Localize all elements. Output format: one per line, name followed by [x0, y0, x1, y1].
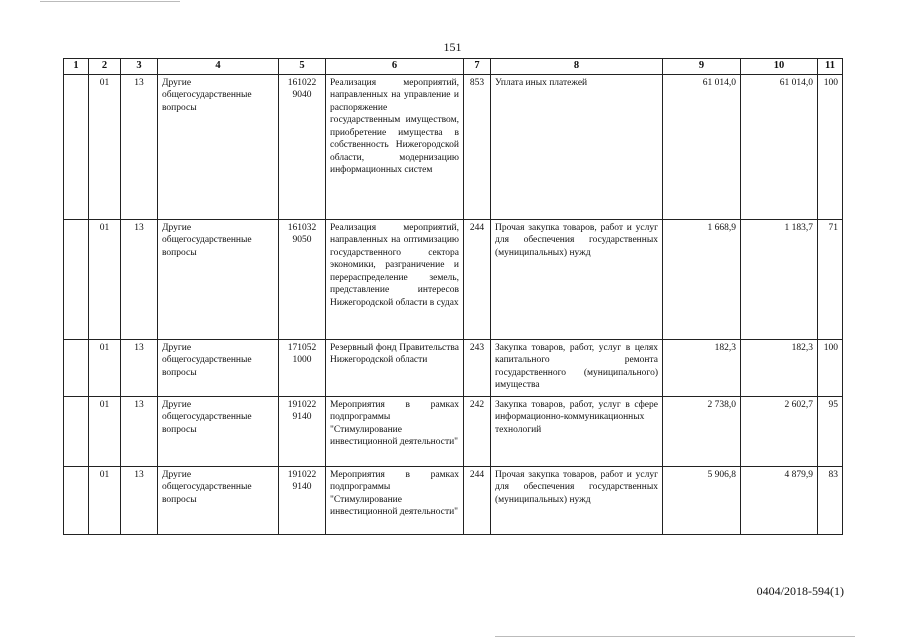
table-row — [64, 396, 843, 466]
cell-target-article: 171052 1000 — [279, 339, 326, 396]
cell-target-article: 161022 9040 — [279, 74, 326, 219]
column-header: 1 — [64, 59, 89, 75]
scan-artifact — [40, 1, 180, 2]
cell-section: 01 — [89, 74, 121, 219]
cell-planned: 2 738,0 — [663, 396, 741, 466]
cell-target-article: 191022 9140 — [279, 466, 326, 534]
cell-executed: 61 014,0 — [741, 74, 818, 219]
cell-subsection: 13 — [121, 74, 158, 219]
cell-executed: 1 183,7 — [741, 219, 818, 339]
cell-expense-type-name: Прочая закупка товаров, работ и услуг для обеспечения государственных (муниципальных) нужд — [491, 466, 663, 534]
cell-section-name: Другие общегосударственные вопросы — [158, 396, 279, 466]
cell-col1 — [64, 466, 89, 534]
column-header: 6 — [326, 59, 464, 75]
cell-expense-type: 853 — [464, 74, 491, 219]
table-row — [64, 339, 843, 396]
cell-col1 — [64, 396, 89, 466]
scan-artifact — [495, 636, 855, 637]
cell-section: 01 — [89, 219, 121, 339]
cell-expense-type-name: Уплата иных платежей — [491, 74, 663, 219]
budget-table — [63, 58, 843, 535]
cell-percent: 100 — [818, 74, 843, 219]
cell-section-name: Другие общегосударственные вопросы — [158, 74, 279, 219]
cell-subsection: 13 — [121, 466, 158, 534]
cell-expense-type: 244 — [464, 219, 491, 339]
cell-percent: 71 — [818, 219, 843, 339]
cell-article-name: Реализация мероприятий, направленных на оптимизацию государственного сектора экономики, разграничение и перераспределение земель, представление интересов Нижегородской области в судах — [326, 219, 464, 339]
cell-expense-type-name: Закупка товаров, работ, услуг в сфере информационно-коммуникационных технологий — [491, 396, 663, 466]
document-code: 0404/2018-594(1) — [756, 584, 844, 598]
column-header: 8 — [491, 59, 663, 75]
cell-subsection: 13 — [121, 396, 158, 466]
cell-section: 01 — [89, 466, 121, 534]
cell-planned: 61 014,0 — [663, 74, 741, 219]
cell-executed: 4 879,9 — [741, 466, 818, 534]
header-row — [64, 59, 843, 75]
column-header: 9 — [663, 59, 741, 75]
cell-expense-type-name: Закупка товаров, работ, услуг в целях капитального ремонта государственного (муниципального) имущества — [491, 339, 663, 396]
cell-executed: 2 602,7 — [741, 396, 818, 466]
cell-subsection: 13 — [121, 339, 158, 396]
cell-col1 — [64, 339, 89, 396]
cell-planned: 182,3 — [663, 339, 741, 396]
cell-percent: 83 — [818, 466, 843, 534]
cell-expense-type: 244 — [464, 466, 491, 534]
cell-section-name: Другие общегосударственные вопросы — [158, 339, 279, 396]
page-number: 151 — [443, 40, 462, 54]
cell-expense-type-name: Прочая закупка товаров, работ и услуг для обеспечения государственных (муниципальных) нужд — [491, 219, 663, 339]
column-header: 10 — [741, 59, 818, 75]
cell-percent: 100 — [818, 339, 843, 396]
cell-article-name: Мероприятия в рамках подпрограммы "Стимулирование инвестиционной деятельности" — [326, 396, 464, 466]
table-row — [64, 74, 843, 219]
column-header: 5 — [279, 59, 326, 75]
cell-planned: 1 668,9 — [663, 219, 741, 339]
cell-expense-type: 243 — [464, 339, 491, 396]
column-header: 4 — [158, 59, 279, 75]
cell-col1 — [64, 219, 89, 339]
cell-target-article: 191022 9140 — [279, 396, 326, 466]
cell-article-name: Реализация мероприятий, направленных на управление и распоряжение государственным имуществом, приобретение имущества в собственность Нижегородской области, модернизацию информационных систем — [326, 74, 464, 219]
column-header: 7 — [464, 59, 491, 75]
cell-section-name: Другие общегосударственные вопросы — [158, 219, 279, 339]
cell-article-name: Резервный фонд Правительства Нижегородской области — [326, 339, 464, 396]
table-row — [64, 219, 843, 339]
cell-target-article: 161032 9050 — [279, 219, 326, 339]
cell-article-name: Мероприятия в рамках подпрограммы "Стимулирование инвестиционной деятельности" — [326, 466, 464, 534]
cell-section: 01 — [89, 396, 121, 466]
cell-section-name: Другие общегосударственные вопросы — [158, 466, 279, 534]
column-header: 11 — [818, 59, 843, 75]
column-header: 2 — [89, 59, 121, 75]
cell-section: 01 — [89, 339, 121, 396]
cell-executed: 182,3 — [741, 339, 818, 396]
cell-col1 — [64, 74, 89, 219]
cell-subsection: 13 — [121, 219, 158, 339]
column-header: 3 — [121, 59, 158, 75]
cell-expense-type: 242 — [464, 396, 491, 466]
cell-percent: 95 — [818, 396, 843, 466]
table-row — [64, 466, 843, 534]
cell-planned: 5 906,8 — [663, 466, 741, 534]
